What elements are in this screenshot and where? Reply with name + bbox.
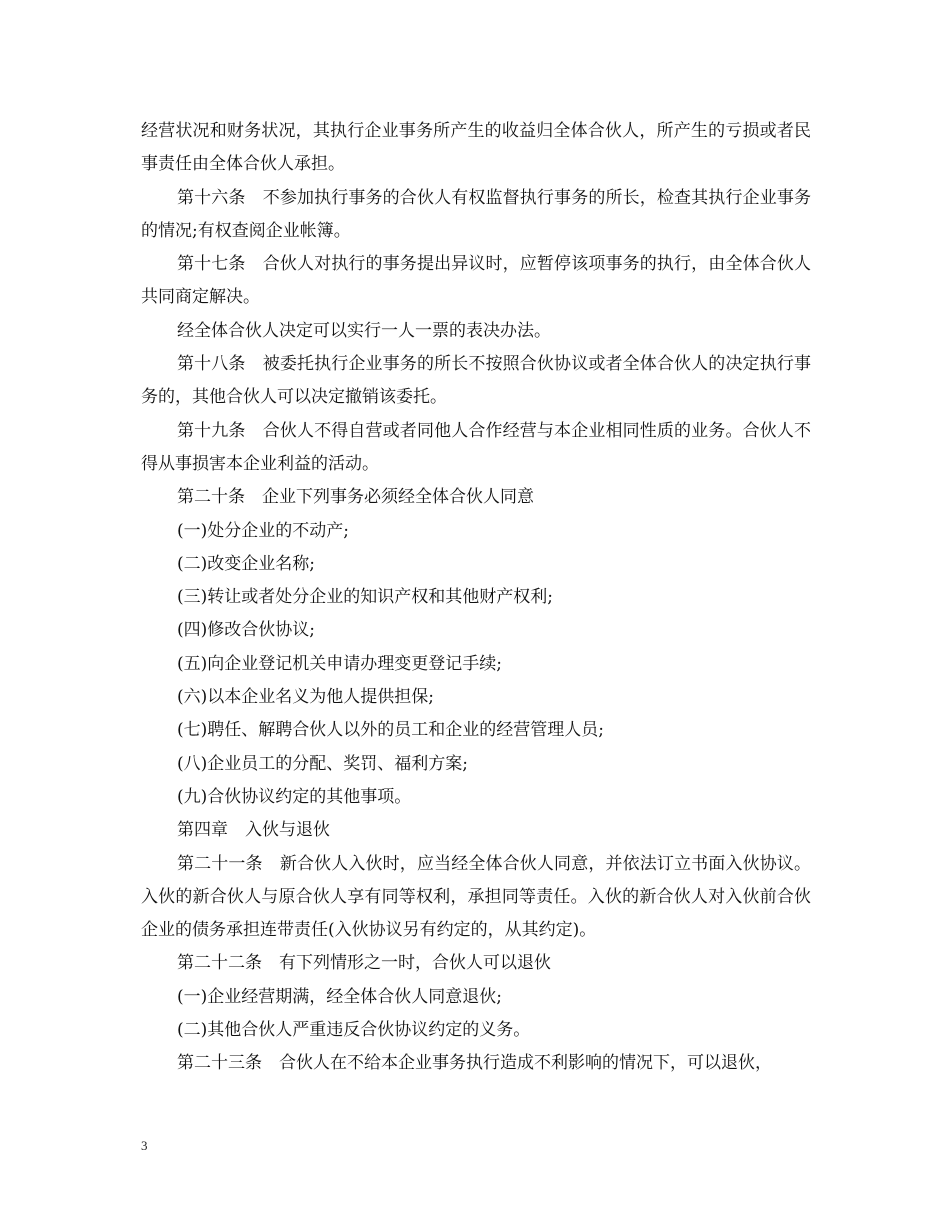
list-item: (五)向企业登记机关申请办理变更登记手续; [177,653,502,674]
list-item: (二)改变企业名称; [177,553,315,574]
list-item: (一)企业经营期满，经全体合伙人同意退伙; [177,986,502,1007]
article-19: 第十九条 合伙人不得自营或者同他人合作经营与本企业相同性质的业务。合伙人不得从事损害本企业利益的活动。 [141,420,811,474]
list-item: (三)转让或者处分企业的知识产权和其他财产权利; [177,587,553,608]
document-body [141,115,811,1081]
list-item: (一)处分企业的不动产; [177,520,349,541]
list-item: (八)企业员工的分配、奖罚、福利方案; [177,753,468,774]
list-item: (六)以本企业名义为他人提供担保; [177,687,434,708]
article-17: 第十七条 合伙人对执行的事务提出异议时，应暂停该项事务的执行，由全体合伙人共同商定解决。 [141,254,811,308]
paragraph: 经全体合伙人决定可以实行一人一票的表决办法。 [177,320,551,341]
page-number: 3 [141,1138,148,1153]
article-22: 第二十二条 有下列情形之一时，合伙人可以退伙 [177,953,551,974]
article-20: 第二十条 企业下列事务必须经全体合伙人同意 [177,487,534,508]
article-16: 第十六条 不参加执行事务的合伙人有权监督执行事务的所长，检查其执行企业事务的情况;有权查阅企业帐簿。 [141,187,811,241]
article-23: 第二十三条 合伙人在不给本企业事务执行造成不利影响的情况下，可以退伙， [177,1053,772,1074]
article-18: 第十八条 被委托执行企业事务的所长不按照合伙协议或者全体合伙人的决定执行事务的，其他合伙人可以决定撤销该委托。 [141,354,811,408]
list-item: (九)合伙协议约定的其他事项。 [177,786,412,807]
list-item: (二)其他合伙人严重违反合伙协议约定的义务。 [177,1020,531,1041]
paragraph: 经营状况和财务状况，其执行企业事务所产生的收益归全体合伙人，所产生的亏损或者民事责任由全体合伙人承担。 [141,121,811,175]
list-item: (四)修改合伙协议; [177,620,315,641]
article-21: 第二十一条 新合伙人入伙时，应当经全体合伙人同意，并依法订立书面入伙协议。入伙的新合伙人与原合伙人享有同等权利，承担同等责任。入伙的新合伙人对入伙前合伙企业的债务承担连带责任(入伙协议另有约定的，从其约定)。 [141,853,811,941]
list-item: (七)聘任、解聘合伙人以外的员工和企业的经营管理人员; [177,720,604,741]
chapter-heading: 第四章 入伙与退伙 [177,820,330,841]
